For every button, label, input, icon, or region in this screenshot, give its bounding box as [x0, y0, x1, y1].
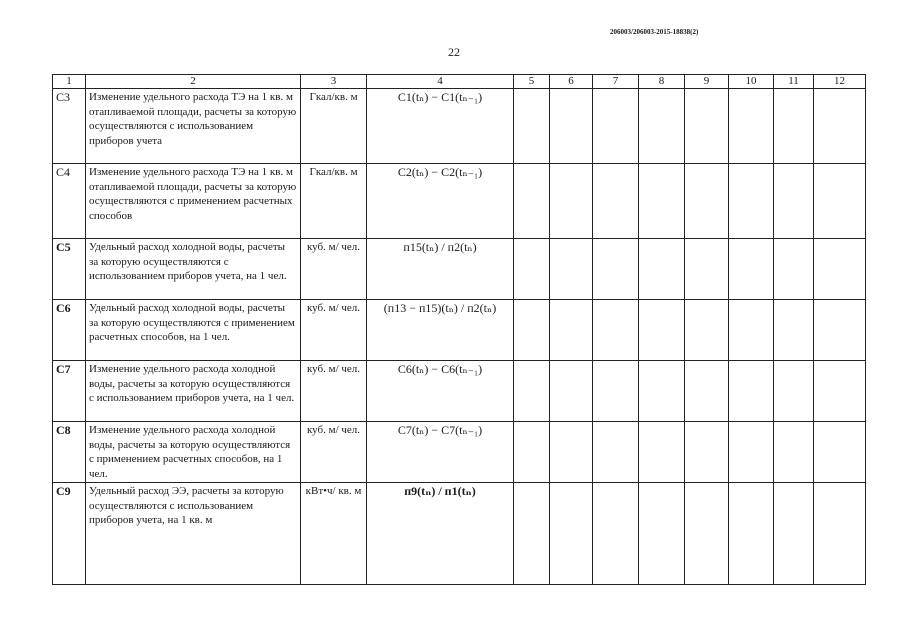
empty-cell — [639, 164, 685, 239]
row-formula: п9(tₙ) / п1(tₙ) — [367, 483, 514, 585]
column-header: 11 — [774, 75, 814, 89]
empty-cell — [685, 483, 729, 585]
empty-cell — [814, 361, 866, 422]
row-code: C4 — [53, 164, 86, 239]
empty-cell — [550, 483, 593, 585]
table-row — [53, 164, 866, 239]
row-code: C7 — [53, 361, 86, 422]
empty-cell — [814, 239, 866, 300]
row-code: C9 — [53, 483, 86, 585]
row-description: Удельный расход ЭЭ, расчеты за которую осуществляются с использованием приборов учета, на 1 кв. м — [86, 483, 301, 585]
empty-cell — [685, 164, 729, 239]
table-row — [53, 239, 866, 300]
empty-cell — [774, 422, 814, 483]
document-id: 206003/206003-2015-18838(2) — [610, 28, 699, 36]
column-header: 5 — [514, 75, 550, 89]
empty-cell — [639, 239, 685, 300]
empty-cell — [514, 300, 550, 361]
table-row — [53, 300, 866, 361]
empty-cell — [639, 422, 685, 483]
empty-cell — [774, 361, 814, 422]
empty-cell — [729, 361, 774, 422]
row-formula: C6(tₙ) − C6(tₙ₋₁) — [367, 361, 514, 422]
empty-cell — [593, 361, 639, 422]
row-description: Изменение удельного расхода ТЭ на 1 кв. м отапливаемой площади, расчеты за которую осуществляются с использованием приборов учета — [86, 89, 301, 164]
empty-cell — [814, 89, 866, 164]
empty-cell — [729, 483, 774, 585]
empty-cell — [814, 422, 866, 483]
empty-cell — [685, 300, 729, 361]
row-description: Удельный расход холодной воды, расчеты за которую осуществляются с применением расчетных способов, на 1 чел. — [86, 300, 301, 361]
column-header: 8 — [639, 75, 685, 89]
row-code: C5 — [53, 239, 86, 300]
column-header: 12 — [814, 75, 866, 89]
empty-cell — [685, 89, 729, 164]
row-description: Изменение удельного расхода ТЭ на 1 кв. м отапливаемой площади, расчеты за которую осуществляются с применением расчетных способов — [86, 164, 301, 239]
empty-cell — [514, 422, 550, 483]
empty-cell — [685, 361, 729, 422]
empty-cell — [729, 300, 774, 361]
row-formula: (п13 − п15)(tₙ) / п2(tₙ) — [367, 300, 514, 361]
row-unit: куб. м/ чел. — [301, 300, 367, 361]
column-header: 6 — [550, 75, 593, 89]
row-code: C6 — [53, 300, 86, 361]
indicators-table — [52, 74, 866, 585]
row-code: C8 — [53, 422, 86, 483]
empty-cell — [814, 300, 866, 361]
row-unit: куб. м/ чел. — [301, 361, 367, 422]
row-description: Изменение удельного расхода холодной воды, расчеты за которую осуществляются с применением расчетных способов, на 1 чел. — [86, 422, 301, 483]
empty-cell — [593, 483, 639, 585]
column-header: 1 — [53, 75, 86, 89]
page-number: 22 — [448, 45, 460, 59]
row-unit: куб. м/ чел. — [301, 422, 367, 483]
column-header: 9 — [685, 75, 729, 89]
empty-cell — [639, 300, 685, 361]
column-header: 3 — [301, 75, 367, 89]
row-unit: Гкал/кв. м — [301, 164, 367, 239]
empty-cell — [685, 422, 729, 483]
row-formula: C1(tₙ) − C1(tₙ₋₁) — [367, 89, 514, 164]
empty-cell — [550, 300, 593, 361]
empty-cell — [814, 164, 866, 239]
empty-cell — [550, 422, 593, 483]
table-row — [53, 483, 866, 585]
empty-cell — [593, 239, 639, 300]
empty-cell — [729, 239, 774, 300]
row-code: C3 — [53, 89, 86, 164]
empty-cell — [774, 300, 814, 361]
empty-cell — [639, 483, 685, 585]
row-unit: куб. м/ чел. — [301, 239, 367, 300]
table-row — [53, 361, 866, 422]
empty-cell — [729, 89, 774, 164]
column-header: 2 — [86, 75, 301, 89]
empty-cell — [774, 483, 814, 585]
empty-cell — [774, 239, 814, 300]
row-formula: C2(tₙ) − C2(tₙ₋₁) — [367, 164, 514, 239]
empty-cell — [550, 361, 593, 422]
empty-cell — [639, 361, 685, 422]
empty-cell — [774, 164, 814, 239]
row-description: Изменение удельного расхода холодной воды, расчеты за которую осуществляются с использованием приборов учета, на 1 чел. — [86, 361, 301, 422]
row-formula: п15(tₙ) / п2(tₙ) — [367, 239, 514, 300]
empty-cell — [514, 483, 550, 585]
empty-cell — [550, 89, 593, 164]
column-header: 10 — [729, 75, 774, 89]
empty-cell — [814, 483, 866, 585]
empty-cell — [639, 89, 685, 164]
empty-cell — [514, 361, 550, 422]
empty-cell — [514, 239, 550, 300]
table-header-row — [53, 75, 866, 89]
row-description: Удельный расход холодной воды, расчеты за которую осуществляются с использованием приборов учета, на 1 чел. — [86, 239, 301, 300]
empty-cell — [685, 239, 729, 300]
column-header: 4 — [367, 75, 514, 89]
empty-cell — [729, 164, 774, 239]
row-unit: кВт•ч/ кв. м — [301, 483, 367, 585]
table-row — [53, 89, 866, 164]
empty-cell — [550, 239, 593, 300]
empty-cell — [550, 164, 593, 239]
empty-cell — [593, 89, 639, 164]
empty-cell — [593, 300, 639, 361]
empty-cell — [729, 422, 774, 483]
empty-cell — [593, 164, 639, 239]
row-formula: C7(tₙ) − C7(tₙ₋₁) — [367, 422, 514, 483]
row-unit: Гкал/кв. м — [301, 89, 367, 164]
empty-cell — [514, 89, 550, 164]
empty-cell — [514, 164, 550, 239]
empty-cell — [774, 89, 814, 164]
empty-cell — [593, 422, 639, 483]
table-row — [53, 422, 866, 483]
column-header: 7 — [593, 75, 639, 89]
